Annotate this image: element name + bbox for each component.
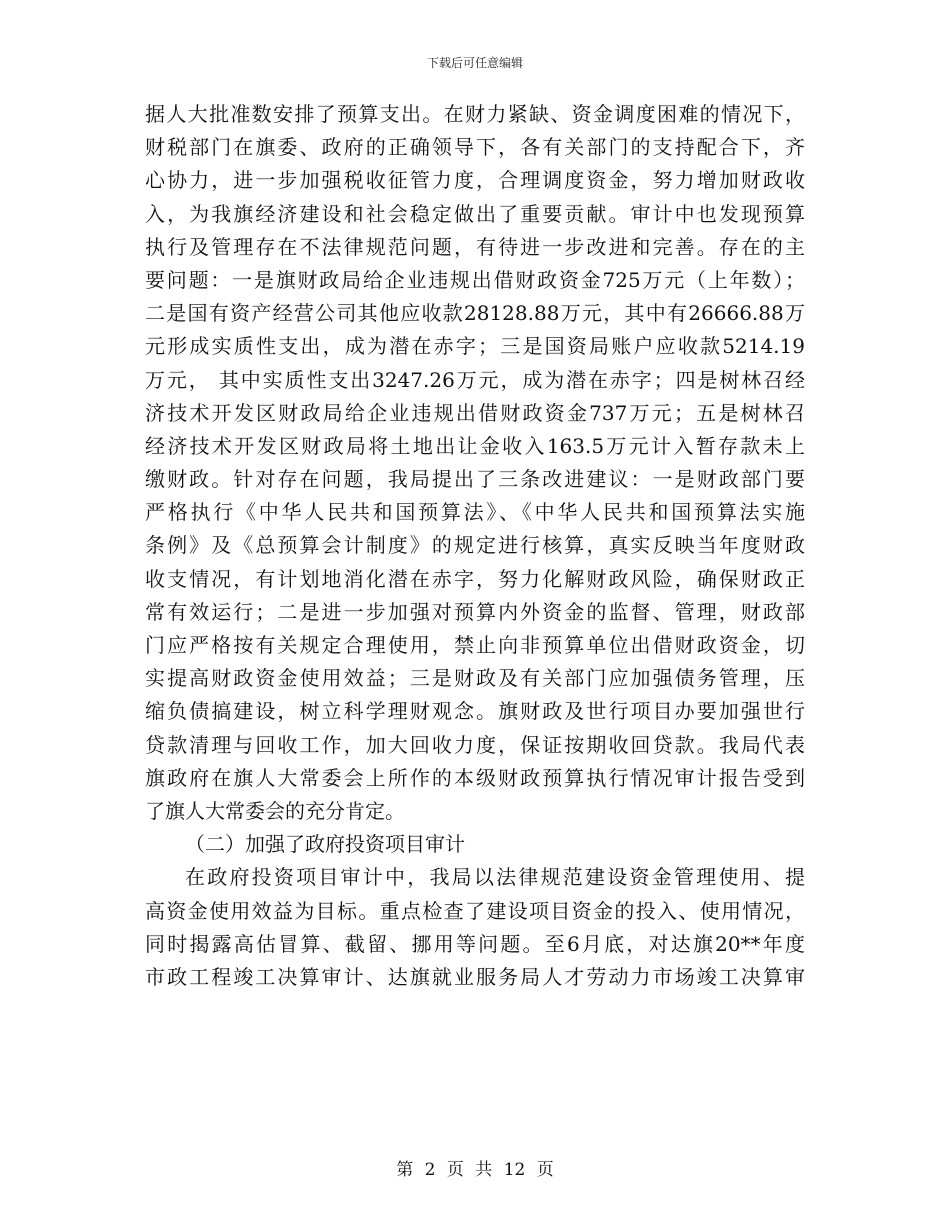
text-line: 收支情况，有计划地消化潜在赤字，努力化解财政风险，确保财政正 (145, 566, 805, 591)
text-line: 严格执行《中华人民共和国预算法》、《中华人民共和国预算法实施 (145, 500, 805, 525)
text-line: 元形成实质性支出，成为潜在赤字；三是国资局账户应收款5214.19 (145, 334, 805, 359)
text-line: 据人大批准数安排了预算支出。在财力紧缺、资金调度困难的情况下， (145, 102, 805, 126)
text-line: 同时揭露高估冒算、截留、挪用等问题。至6月底，对达旗20**年度 (145, 931, 805, 956)
text-line: 入，为我旗经济建设和社会稳定做出了重要贡献。审计中也发现预算 (145, 201, 805, 226)
footer-total-word: 共 (475, 1160, 493, 1180)
text-line: 市政工程竣工决算审计、达旗就业服务局人才劳动力市场竣工决算审 (145, 964, 805, 989)
text-line: 要问题：一是旗财政局给企业违规出借财政资金725万元（上年数）； (145, 267, 805, 292)
text-line: 二是国有资产经营公司其他应收款28128.88万元，其中有26666.88万 (145, 301, 805, 326)
footer-page-unit: 页 (446, 1160, 464, 1180)
text-line: 实提高财政资金使用效益；三是财政及有关部门应加强债务管理，压 (145, 666, 805, 691)
footer-total-unit: 页 (536, 1160, 554, 1180)
footer-total-pages: 12 (503, 1160, 526, 1180)
text-line: 高资金使用效益为目标。重点检查了建设项目资金的投入、使用情况， (145, 898, 805, 923)
text-line: 万元， 其中实质性支出3247.26万元，成为潜在赤字；四是树林召经 (145, 367, 805, 392)
text-line: 旗政府在旗人大常委会上所作的本级财政预算执行情况审计报告受到 (145, 765, 805, 790)
page-header-note: 下载后可任意编辑 (426, 56, 523, 70)
text-line: 门应严格按有关规定合理使用，禁止向非预算单位出借财政资金，切 (145, 633, 805, 657)
text-line: 财税部门在旗委、政府的正确领导下，各有关部门的支持配合下，齐 (145, 135, 805, 160)
text-line: 经济技术开发区财政局将土地出让金收入163.5万元计入暂存款未上 (145, 433, 805, 458)
text-line: 了旗人大常委会的充分肯定。 (145, 798, 405, 823)
page-footer (0, 1155, 950, 1180)
footer-page-number: 2 (424, 1160, 436, 1180)
text-line: 缩负债搞建设，树立科学理财观念。旗财政及世行项目办要加强世行 (145, 699, 805, 724)
section-heading: （二）加强了政府投资项目审计 (185, 832, 465, 857)
text-line: 贷款清理与回收工作，加大回收力度，保证按期收回贷款。我局代表 (145, 732, 805, 757)
text-line: 常有效运行；二是进一步加强对预算内外资金的监督、管理，财政部 (145, 599, 805, 624)
text-line: 缴财政。针对存在问题，我局提出了三条改进建议：一是财政部门要 (145, 467, 805, 492)
text-line: 济技术开发区财政局给企业违规出借财政资金737万元；五是树林召 (145, 400, 805, 425)
text-line: 执行及管理存在不法律规范问题，有待进一步改进和完善。存在的主 (145, 234, 805, 259)
text-line: 在政府投资项目审计中，我局以法律规范建设资金管理使用、提 (185, 865, 805, 890)
text-line: 条例》及《总预算会计制度》的规定进行核算，真实反映当年度财政 (145, 533, 805, 558)
document-body (145, 98, 805, 994)
text-line: 心协力，进一步加强税收征管力度，合理调度资金，努力增加财政收 (145, 168, 805, 193)
footer-page-word: 第 (396, 1160, 414, 1180)
